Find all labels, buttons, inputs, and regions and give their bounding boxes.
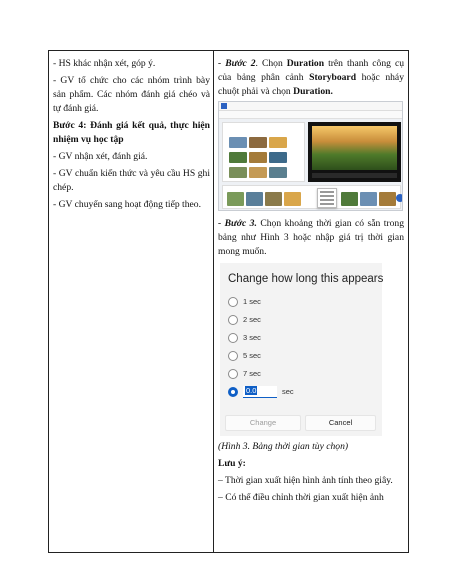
cancel-button[interactable]: Cancel: [305, 415, 376, 431]
right-column: [214, 51, 408, 552]
text-gv-next: - GV chuyển sang hoạt động tiếp theo.: [53, 198, 201, 210]
step4-heading: Bước 4: Đánh giá kết quả, thực hiện nhiệm vụ học tập: [53, 119, 210, 145]
unit-label: sec: [282, 386, 294, 396]
app-icon: [221, 103, 227, 109]
text-gv-standardize: - GV chuẩn kiến thức và yêu cầu HS ghi chép.: [53, 167, 210, 193]
note-adjust: – Có thể điều chỉnh thời gian xuất hiện ảnh: [218, 492, 384, 504]
radio-icon[interactable]: [228, 333, 238, 343]
figure-caption: (Hình 3. Bảng thời gian tùy chọn): [218, 441, 349, 453]
option-2-sec[interactable]: 2 sec: [228, 313, 261, 326]
video-editor-screenshot: [218, 101, 403, 211]
custom-duration-input[interactable]: 0.0: [243, 386, 277, 398]
text-gv-organize: - GV tổ chức cho các nhóm trình bày sản phẩm. Các nhóm đánh giá chéo và tự đánh giá.: [53, 75, 210, 114]
step2-label: - Bước 2: [218, 58, 256, 69]
radio-icon[interactable]: [228, 351, 238, 361]
step3-label: - Bước 3.: [218, 217, 257, 229]
project-library: [222, 122, 305, 182]
radio-icon[interactable]: [228, 369, 238, 379]
radio-selected-icon[interactable]: [228, 387, 238, 397]
context-menu: [317, 188, 337, 208]
option-7-sec[interactable]: 7 sec: [228, 367, 261, 380]
text-hs-feedback: - HS khác nhận xét, góp ý.: [53, 58, 156, 69]
step3-paragraph: - Bước 3. Chọn khoảng thời gian có sẵn trong bảng như Hình 3 hoặc nhập giá trị thời gian mong muốn.: [218, 217, 404, 257]
note-seconds: – Thời gian xuất hiện hình ảnh tính theo giây.: [218, 475, 393, 487]
left-column: [49, 51, 214, 552]
lesson-table: [48, 50, 409, 553]
option-3-sec[interactable]: 3 sec: [228, 331, 261, 344]
radio-icon[interactable]: [228, 297, 238, 307]
option-custom[interactable]: [228, 385, 294, 398]
editor-toolbar: [219, 111, 402, 119]
dialog-title: Change how long this appears: [228, 273, 384, 286]
step2-paragraph: - Bước 2. Chọn Duration trên thanh công cụ của bảng phân cảnh Storyboard hoặc nháy chuột phải và chọn Duration.: [218, 58, 404, 97]
storyboard-panel: [222, 185, 401, 209]
duration-dialog: [220, 263, 382, 436]
option-1-sec[interactable]: 1 sec: [228, 295, 261, 308]
option-5-sec[interactable]: 5 sec: [228, 349, 261, 362]
note-heading: Lưu ý:: [218, 458, 246, 470]
video-preview: [308, 122, 401, 182]
radio-icon[interactable]: [228, 315, 238, 325]
change-button[interactable]: Change: [225, 415, 301, 431]
text-gv-comment: - GV nhận xét, đánh giá.: [53, 150, 148, 162]
